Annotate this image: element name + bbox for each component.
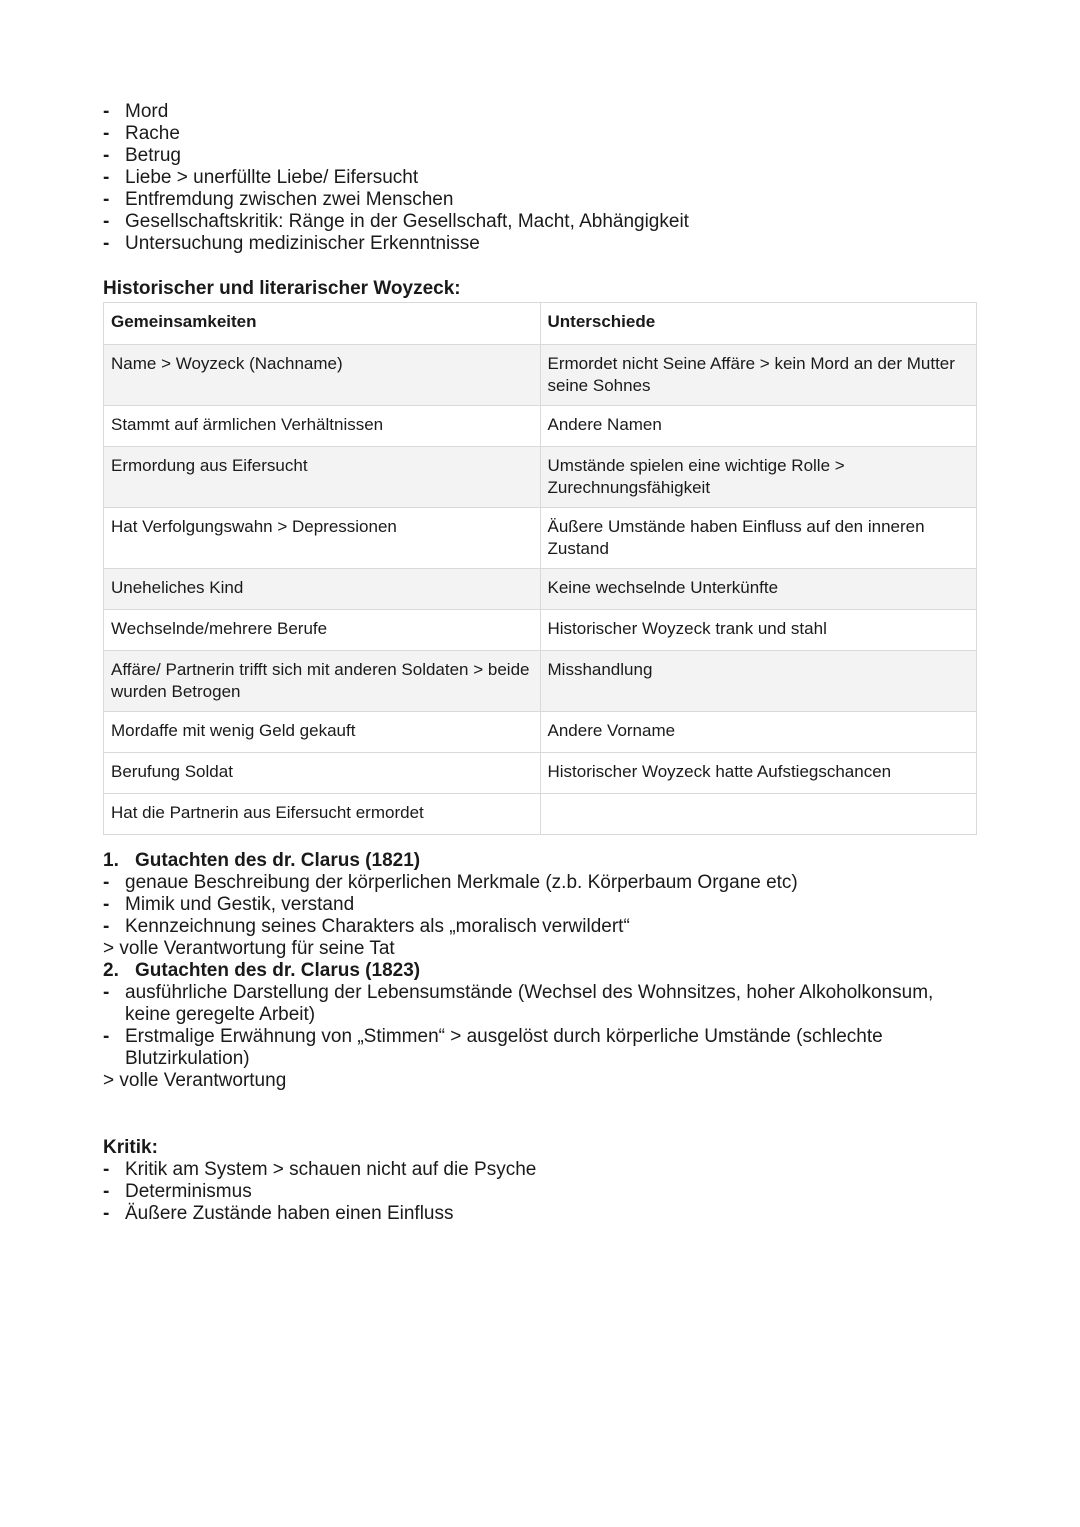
table-cell: [540, 794, 977, 835]
topic-list: [103, 101, 983, 255]
report-conclusion: > volle Verantwortung: [103, 1070, 287, 1091]
report-conclusion: > volle Verantwortung für seine Tat: [103, 938, 395, 959]
table-cell: Andere Vorname: [540, 712, 977, 753]
reports-section: [103, 850, 983, 1092]
list-item: - Mord: [103, 101, 983, 123]
section-heading-critique: Kritik:: [103, 1137, 158, 1158]
report-heading: [103, 850, 983, 872]
report-title: Gutachten des dr. Clarus (1821): [135, 850, 421, 871]
table-row: [104, 753, 977, 794]
table-header-row: [104, 303, 977, 345]
list-item: - ausführliche Darstellung der Lebensumstände (Wechsel des Wohnsitzes, hoher Alkoholkonsum, keine geregelte Arbeit): [103, 982, 983, 1026]
report-points: [103, 982, 983, 1070]
table-cell: Ermordet nicht Seine Affäre > kein Mord an der Mutter seine Sohnes: [540, 345, 977, 406]
list-item: - Erstmalige Erwähnung von „Stimmen“ > ausgelöst durch körperliche Umstände (schlechte Blutzirkulation): [103, 1026, 983, 1070]
section-heading-comparison: Historischer und literarischer Woyzeck:: [103, 278, 461, 299]
list-item: - genaue Beschreibung der körperlichen Merkmale (z.b. Körperbaum Organe etc): [103, 872, 983, 894]
table-cell: Mordaffe mit wenig Geld gekauft: [104, 712, 541, 753]
table-cell: Hat die Partnerin aus Eifersucht ermordet: [104, 794, 541, 835]
column-header: Unterschiede: [540, 303, 977, 345]
list-item: - Liebe > unerfüllte Liebe/ Eifersucht: [103, 167, 983, 189]
list-item: - Entfremdung zwischen zwei Menschen: [103, 189, 983, 211]
report-points: [103, 872, 983, 938]
table-row: [104, 651, 977, 712]
report-number: 1.: [103, 850, 119, 871]
table-cell: Ermordung aus Eifersucht: [104, 447, 541, 508]
report-number: 2.: [103, 960, 119, 981]
table-cell: Andere Namen: [540, 406, 977, 447]
list-item: - Rache: [103, 123, 983, 145]
table-cell: Keine wechselnde Unterkünfte: [540, 569, 977, 610]
list-item: - Kennzeichnung seines Charakters als „moralisch verwildert“: [103, 916, 983, 938]
table-cell: Name > Woyzeck (Nachname): [104, 345, 541, 406]
table-cell: Wechselnde/mehrere Berufe: [104, 610, 541, 651]
table-cell: Historischer Woyzeck hatte Aufstiegschancen: [540, 753, 977, 794]
table-cell: Umstände spielen eine wichtige Rolle > Zurechnungsfähigkeit: [540, 447, 977, 508]
critique-section: [103, 1137, 983, 1225]
table-row: [104, 345, 977, 406]
table-cell: Misshandlung: [540, 651, 977, 712]
comparison-table: [103, 302, 977, 835]
table-row: [104, 569, 977, 610]
table-row: [104, 610, 977, 651]
table-cell: Historischer Woyzeck trank und stahl: [540, 610, 977, 651]
table-cell: Berufung Soldat: [104, 753, 541, 794]
list-item: - Untersuchung medizinischer Erkenntnisse: [103, 233, 983, 255]
list-item: - Äußere Zustände haben einen Einfluss: [103, 1203, 983, 1225]
table-row: [104, 447, 977, 508]
table-row: [104, 508, 977, 569]
table-row: [104, 794, 977, 835]
table-cell: Affäre/ Partnerin trifft sich mit anderen Soldaten > beide wurden Betrogen: [104, 651, 541, 712]
critique-points: [103, 1159, 983, 1225]
table-row: [104, 712, 977, 753]
table-cell: Hat Verfolgungswahn > Depressionen: [104, 508, 541, 569]
list-item: - Determinismus: [103, 1181, 983, 1203]
table-cell: Stammt auf ärmlichen Verhältnissen: [104, 406, 541, 447]
report-heading: [103, 960, 983, 982]
table-row: [104, 406, 977, 447]
list-item: - Mimik und Gestik, verstand: [103, 894, 983, 916]
table-cell: Äußere Umstände haben Einfluss auf den inneren Zustand: [540, 508, 977, 569]
list-item: - Gesellschaftskritik: Ränge in der Gesellschaft, Macht, Abhängigkeit: [103, 211, 983, 233]
report-title: Gutachten des dr. Clarus (1823): [135, 960, 421, 981]
table-cell: Uneheliches Kind: [104, 569, 541, 610]
list-item: - Kritik am System > schauen nicht auf die Psyche: [103, 1159, 983, 1181]
column-header: Gemeinsamkeiten: [104, 303, 541, 345]
list-item: - Betrug: [103, 145, 983, 167]
